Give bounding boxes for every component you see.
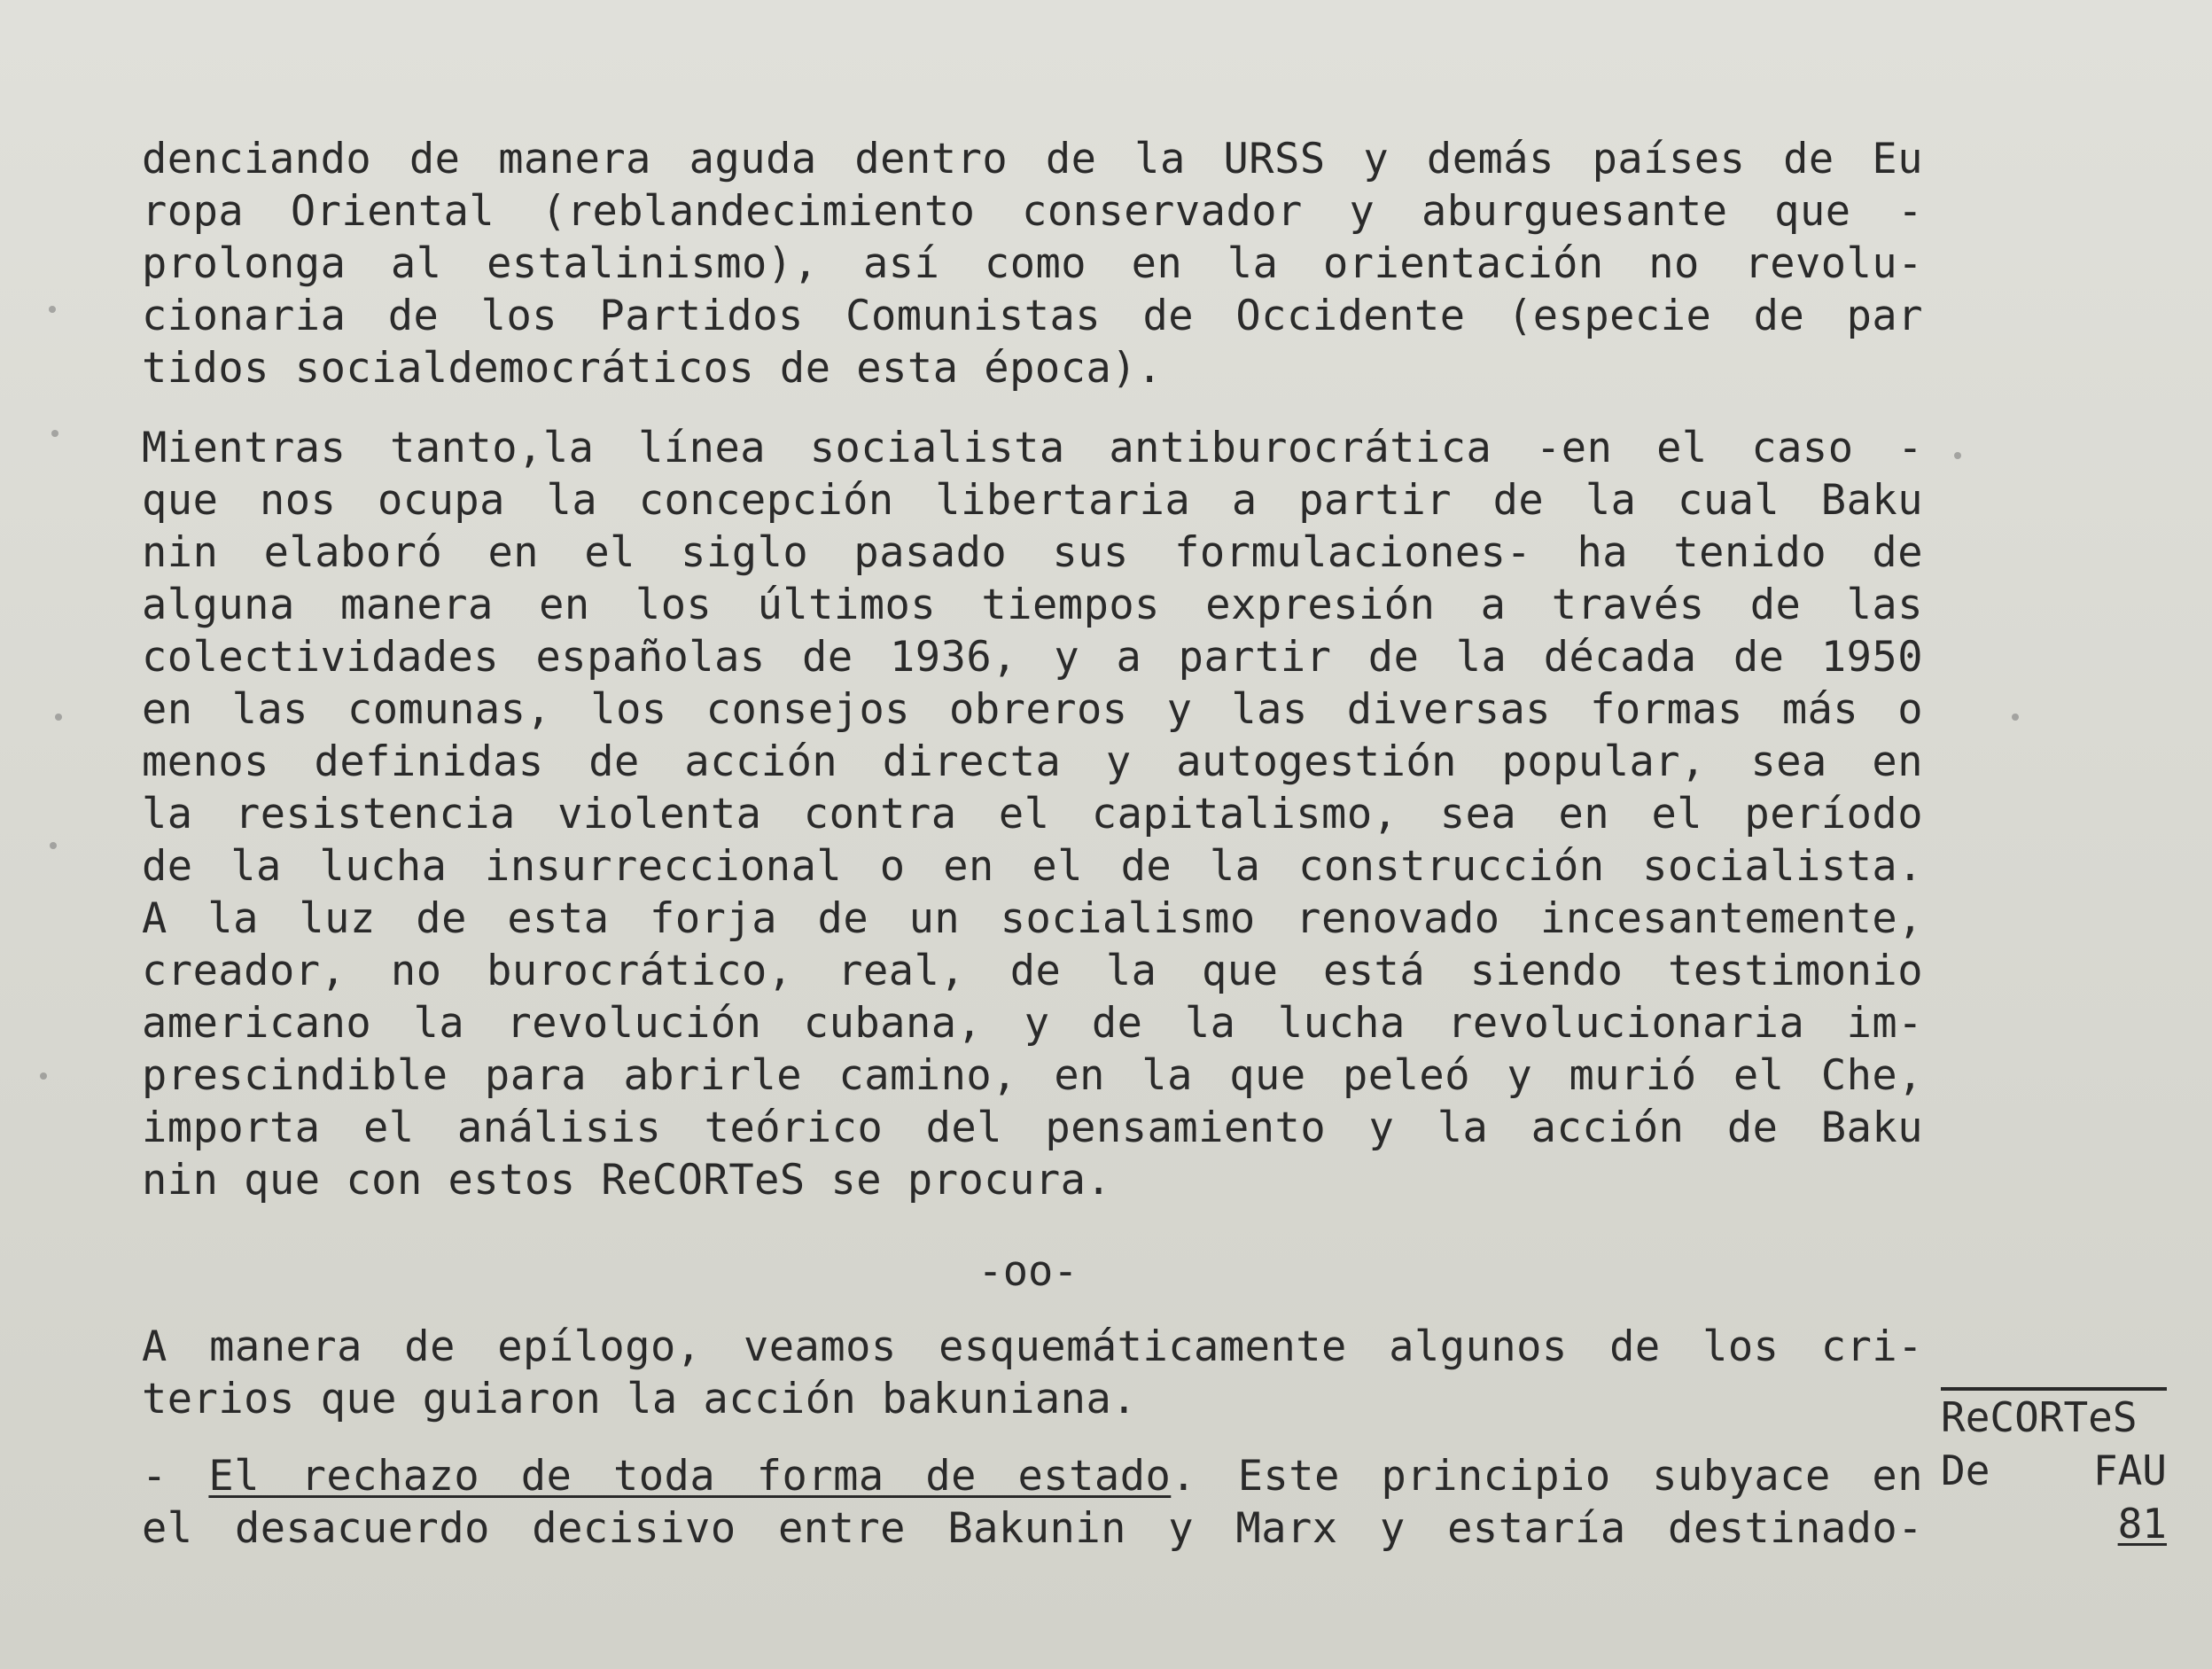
paragraph-1 <box>142 133 1923 394</box>
sidebar-row <box>1941 1444 2167 1497</box>
margin-speck <box>51 430 58 437</box>
margin-speck <box>1954 452 1961 459</box>
publication-sidebar <box>1941 1387 2167 1550</box>
text-line: el desacuerdo decisivo entre Bakunin y Marx y estaría destinado- <box>142 1504 1923 1553</box>
text-line: en las comunas, los consejos obreros y las diversas formas más o <box>142 685 1923 734</box>
text-line: prolonga al estalinismo), así como en la orientación no revolu- <box>142 239 1923 288</box>
text-line: alguna manera en los últimos tiempos expresión a través de las <box>142 581 1923 629</box>
list-dash: - <box>142 1452 209 1501</box>
text-line: cionaria de los Partidos Comunistas de Occidente (especie de par <box>142 292 1923 340</box>
text-line: nin que con estos ReCORTeS se procura. <box>142 1156 1112 1205</box>
text-line: menos definidas de acción directa y autogestión popular, sea en <box>142 737 1923 786</box>
text-line: ropa Oriental (reblandecimiento conservador y aburguesante que - <box>142 187 1923 236</box>
text-line: denciando de manera aguda dentro de la URSS y demás países de Eu <box>142 135 1923 183</box>
text-line: de la lucha insurreccional o en el de la construcción socialista. <box>142 842 1923 891</box>
text-line: tidos socialdemocráticos de esta época). <box>142 344 1163 393</box>
sidebar-left-label: De <box>1941 1447 1990 1494</box>
margin-speck <box>55 714 62 721</box>
text-line: Mientras tanto,la línea socialista antiburocrática -en el caso - <box>142 424 1923 472</box>
margin-speck <box>40 1072 47 1080</box>
margin-speck <box>49 306 56 313</box>
text-line: A manera de epílogo, veamos esquemáticamente algunos de los cri- <box>142 1322 1923 1371</box>
principle-first-line <box>142 1450 1923 1502</box>
paragraph-2 <box>142 422 1923 1206</box>
text-line: nin elaboró en el siglo pasado sus formulaciones- ha tenido de <box>142 528 1923 577</box>
margin-speck <box>2012 714 2019 721</box>
margin-speck <box>50 842 57 849</box>
text-line: la resistencia violenta contra el capitalismo, sea en el período <box>142 790 1923 838</box>
text-line: que nos ocupa la concepción libertaria a partir de la cual Baku <box>142 476 1923 525</box>
text-line: colectividades españolas de 1936, y a partir de la década de 1950 <box>142 633 1923 682</box>
text-line: importa el análisis teórico del pensamiento y la acción de Baku <box>142 1104 1923 1152</box>
principle-heading: El rechazo de toda forma de estado <box>208 1452 1172 1501</box>
text-line: A la luz de esta forja de un socialismo renovado incesantemente, <box>142 894 1923 943</box>
sidebar-title: ReCORTeS <box>1941 1393 2138 1441</box>
text-line: prescindible para abrirle camino, en la que peleó y murió el Che, <box>142 1051 1923 1100</box>
text-line: creador, no burocrático, real, de la que está siendo testimonio <box>142 947 1923 995</box>
principle-item <box>142 1450 1923 1555</box>
sidebar-right-label: FAU <box>2092 1447 2167 1494</box>
section-separator: -oo- <box>977 1247 1079 1296</box>
text-line: terios que guiaron la acción bakuniana. <box>142 1375 1138 1423</box>
epilogue-paragraph <box>142 1321 1923 1425</box>
text-line: americano la revolución cubana, y de la lucha revolucionaria im- <box>142 999 1923 1048</box>
principle-text: . Este principio subyace en <box>1171 1452 1924 1501</box>
page-number: 81 <box>2117 1500 2167 1548</box>
